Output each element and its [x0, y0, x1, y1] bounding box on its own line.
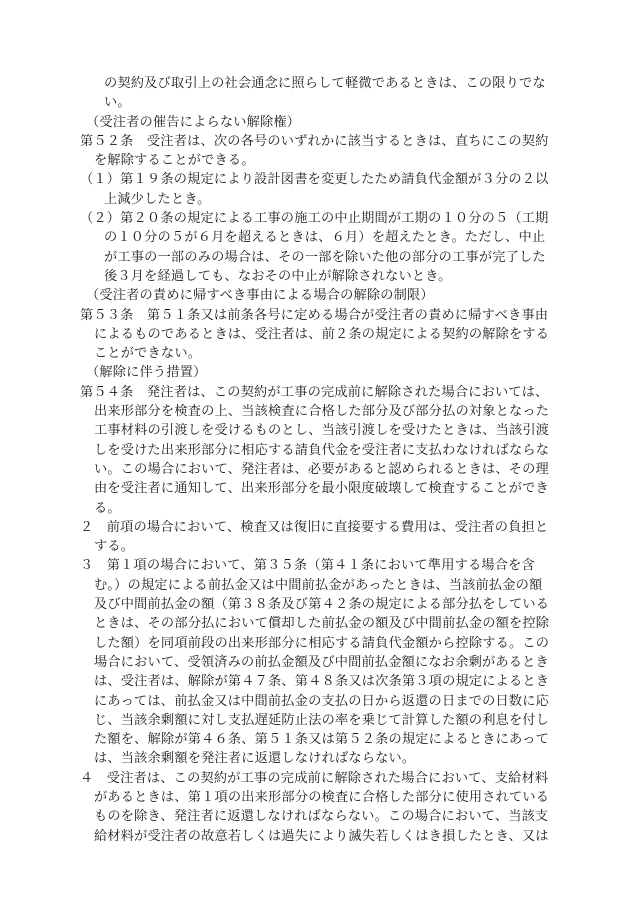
text-line: ときは、その部分払において償却した前払金の額及び中間前払金の額を控除	[94, 616, 550, 632]
text-line: にあっては、前払金又は中間前払金の支払の日から返還の日までの日数に応	[94, 693, 550, 709]
section-heading: （受注者の責めに帰すべき事由による場合の解除の制限）	[86, 288, 434, 304]
text-line: ことができない。	[94, 346, 202, 362]
text-line: しを受けた出来形部分に相応する請負代金を受注者に支払わなければならな	[94, 442, 550, 458]
text-line: は、受注者は、解除が第４７条、第４８条又は次条第３項の規定によるとき	[94, 674, 550, 690]
text-line: 及び中間前払金の額（第３８条及び第４２条の規定による部分払をしている	[94, 597, 550, 613]
text-line: 給材料が受注者の故意若しくは過失により滅失若しくはき損したとき、又は	[94, 828, 549, 844]
article-52-item-2: （２）第２０条の規定による工事の施工の中止期間が工期の１０分の５（工期	[80, 211, 549, 227]
text-line: した額）を同項前段の出来形部分に相応する請負代金額から控除する。この	[94, 635, 550, 651]
text-line: た額を、解除が第４６条、第５１条又は第５２条の規定によるときにあって	[94, 732, 550, 748]
article-54-paragraph-2: ２ 前項の場合において、検査又は復旧に直接要する費用は、受注者の負担と	[80, 519, 549, 535]
article-53: 第５３条 第５１条又は前条各号に定める場合が受注者の責めに帰すべき事由	[80, 307, 549, 323]
article-54-paragraph-3: ３ 第１項の場合において、第３５条（第４１条において準用する場合を含	[80, 558, 535, 574]
text-line: む。）の規定による前払金又は中間前払金があったときは、当該前払金の額	[94, 577, 543, 593]
text-line: る。	[94, 500, 121, 516]
text-line: を解除することができる。	[94, 153, 255, 169]
text-line: 後３月を経過しても、なおその中止が解除されないとき。	[104, 268, 452, 284]
text-line: い。この場合において、発注者は、必要があると認められるときは、その理	[94, 461, 549, 477]
text-line: があるときは、第１項の出来形部分の検査に合格した部分に使用されている	[94, 789, 550, 805]
article-52: 第５２条 受注者は、次の各号のいずれかに該当するときは、直ちにこの契約	[80, 133, 549, 149]
text-line: 上減少したとき。	[104, 191, 211, 207]
contract-text-body	[80, 74, 556, 846]
text-line: じ、当該余剰額に対し支払遅延防止法の率を乗じて計算した額の利息を付し	[94, 712, 550, 728]
text-line: い。	[104, 95, 131, 111]
text-line: 由を受注者に通知して、出来形部分を最小限度破壊して検査することができ	[94, 481, 549, 497]
section-heading: （受注者の催告によらない解除権）	[86, 114, 301, 130]
article-54: 第５４条 発注者は、この契約が工事の完成前に解除された場合においては、	[80, 384, 549, 400]
section-heading: （解除に伴う措置）	[86, 365, 207, 381]
text-line: 出来形部分を検査の上、当該検査に合格した部分及び部分払の対象となった	[94, 404, 550, 420]
text-line: する。	[94, 539, 135, 555]
text-line: によるものであるときは、受注者は、前２条の規定による契約の解除をする	[94, 326, 550, 342]
text-line: 場合において、受領済みの前払金額及び中間前払金額になお余剰があるとき	[94, 654, 549, 670]
text-line: の契約及び取引上の社会通念に照らして軽微であるときは、この限りでな	[104, 76, 546, 91]
text-line: が工事の一部のみの場合は、その一部を除いた他の部分の工事が完了した	[104, 249, 546, 265]
text-line: ものを除き、発注者に返還しなければならない。この場合において、当該支	[94, 809, 549, 825]
text-line: の１０分の５が６月を超えるときは、６月）を超えたとき。ただし、中止	[104, 230, 546, 246]
text-line: 工事材料の引渡しを受けるものとし、当該引渡しを受けたときは、当該引渡	[94, 423, 550, 439]
text-line: は、当該余剰額を発注者に返還しなければならない。	[94, 751, 416, 767]
article-52-item-1: （１）第１９条の規定により設計図書を変更したため請負代金額が３分の２以	[80, 172, 549, 188]
article-54-paragraph-4: ４ 受注者は、この契約が工事の完成前に解除された場合において、支給材料	[80, 770, 549, 786]
